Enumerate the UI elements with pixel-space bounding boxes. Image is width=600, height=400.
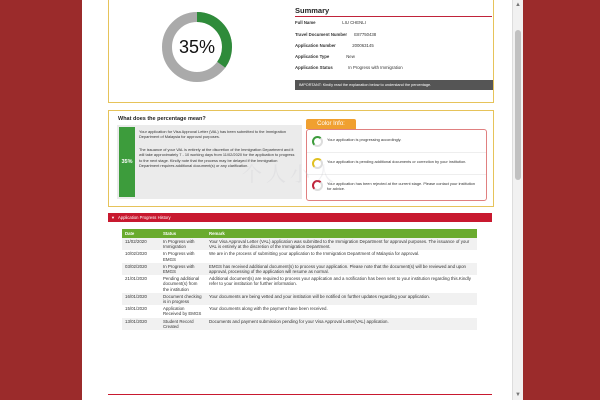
cell-status: Application Received by EMGS bbox=[160, 305, 206, 317]
legend-item-progressing bbox=[307, 132, 486, 153]
explanation-paragraph-2: The issuance of your VAL is entirely at the discretion of the Immigration Department and it will take approximately 7 - 10 working days from 11/02/2020 for the application to progress to the next stage. Kindly note that the process may be delayed if the Immigration Department requires additional document(s) or any clarification. bbox=[139, 147, 295, 168]
color-info-tab: Color Info: bbox=[306, 119, 356, 129]
summary-title: Summary bbox=[295, 6, 330, 15]
cell-status: In Progress with Immigration bbox=[160, 238, 206, 250]
cell-remark: Your documents along with the payment have been received. bbox=[206, 305, 477, 317]
cell-date: 15/01/2020 bbox=[122, 305, 160, 317]
cell-date: 13/01/2020 bbox=[122, 318, 160, 330]
cell-remark: Your documents are being vetted and your institution will be notified on further updates regarding your application. bbox=[206, 293, 477, 305]
cell-date: 10/02/2020 bbox=[122, 250, 160, 262]
field-value: E87750438 bbox=[354, 32, 377, 37]
field-value: New bbox=[346, 54, 355, 59]
scroll-down-arrow-icon[interactable]: ▼ bbox=[515, 392, 521, 398]
legend-text: Your application has been rejected at the current stage. Please contact your institution for advice. bbox=[327, 181, 476, 191]
field-label: Application Type bbox=[295, 54, 330, 59]
bottom-divider bbox=[108, 394, 492, 395]
cell-remark: EMGS has received additional document(s) to process your application. Please note that the document(s) will be reviewed and upon approval, processing of the application will resume as normal. bbox=[206, 263, 477, 275]
cell-date: 16/01/2020 bbox=[122, 293, 160, 305]
legend-text: Your application is pending additional documents or correction by your institution. bbox=[327, 159, 467, 164]
cell-status: Student Record Created bbox=[160, 318, 206, 330]
green-status-icon bbox=[312, 136, 323, 147]
cell-status: Document checking is in progress bbox=[160, 293, 206, 305]
field-label: Application Number bbox=[295, 43, 336, 48]
field-application-status bbox=[295, 65, 403, 70]
cell-remark: We are in the process of submitting your application to the Immigration Department of Malaysia for approval. bbox=[206, 250, 477, 262]
summary-divider bbox=[295, 16, 492, 17]
cell-date: 21/01/2020 bbox=[122, 275, 160, 293]
cell-date: 11/02/2020 bbox=[122, 238, 160, 250]
field-full-name bbox=[295, 20, 366, 25]
vertical-scrollbar[interactable] bbox=[512, 0, 523, 400]
cell-status: In Progress with EMGS bbox=[160, 250, 206, 262]
legend-text: Your application is progressing accordingly. bbox=[327, 137, 402, 142]
history-header[interactable] bbox=[108, 213, 492, 222]
explanation-title: What does the percentage mean? bbox=[118, 116, 206, 122]
table-row bbox=[122, 293, 477, 305]
history-table bbox=[122, 229, 477, 330]
cell-status: In Progress with EMGS bbox=[160, 263, 206, 275]
table-row bbox=[122, 250, 477, 262]
table-row bbox=[122, 263, 477, 275]
watermark-text: 个人小人 bbox=[242, 162, 338, 186]
field-travel-document bbox=[295, 32, 376, 37]
field-label: Application Status bbox=[295, 65, 333, 70]
field-label: Full Name bbox=[295, 20, 316, 25]
table-row bbox=[122, 238, 477, 250]
percentage-badge: 35% bbox=[119, 127, 135, 197]
table-row bbox=[122, 275, 477, 293]
field-value: LIU CHENLI bbox=[342, 20, 366, 25]
field-application-type bbox=[295, 54, 355, 59]
cell-date: 03/02/2020 bbox=[122, 263, 160, 275]
important-notice: IMPORTANT: Kindly read the explanation below to understand the percentage. bbox=[295, 80, 493, 90]
table-row bbox=[122, 318, 477, 330]
field-application-number bbox=[295, 43, 374, 48]
progress-percentage: 35% bbox=[178, 36, 216, 57]
cell-remark: Documents and payment submission pending for your Visa Approval Letter(VAL) application. bbox=[206, 318, 477, 330]
field-value: In Progress with Immigration bbox=[348, 65, 403, 70]
table-header-row bbox=[122, 229, 477, 238]
scrollbar-thumb[interactable] bbox=[515, 30, 521, 180]
history-title: Application Progress History bbox=[118, 215, 171, 220]
cell-remark: Your Visa Approval Letter (VAL) application was submitted to the Immigration Department for approval purposes. The issuance of your VAL is entirely at the discretion of the Immigration Department. bbox=[206, 238, 477, 250]
scroll-up-arrow-icon[interactable]: ▲ bbox=[515, 2, 521, 8]
field-value: 200063145 bbox=[352, 43, 374, 48]
table-row bbox=[122, 305, 477, 317]
column-header-status: Status bbox=[160, 229, 206, 238]
column-header-remark: Remark bbox=[206, 229, 477, 238]
summary-panel bbox=[108, 0, 494, 103]
collapse-arrow-icon[interactable]: ▼ bbox=[111, 215, 115, 220]
field-label: Travel Document Number bbox=[295, 32, 348, 37]
cell-status: Pending additional document(s) from the institution bbox=[160, 275, 206, 293]
page-content bbox=[82, 0, 512, 400]
explanation-paragraph-1: Your application for Visa Approval Letter (VAL) has been submitted to the Immigration Department of Malaysia for approval purposes. bbox=[139, 129, 286, 140]
column-header-date: Date bbox=[122, 229, 160, 238]
cell-remark: Additional document(s) are required to process your application and a notification has been sent to your institution regarding this.Kindly refer to your institution for further information. bbox=[206, 275, 477, 293]
